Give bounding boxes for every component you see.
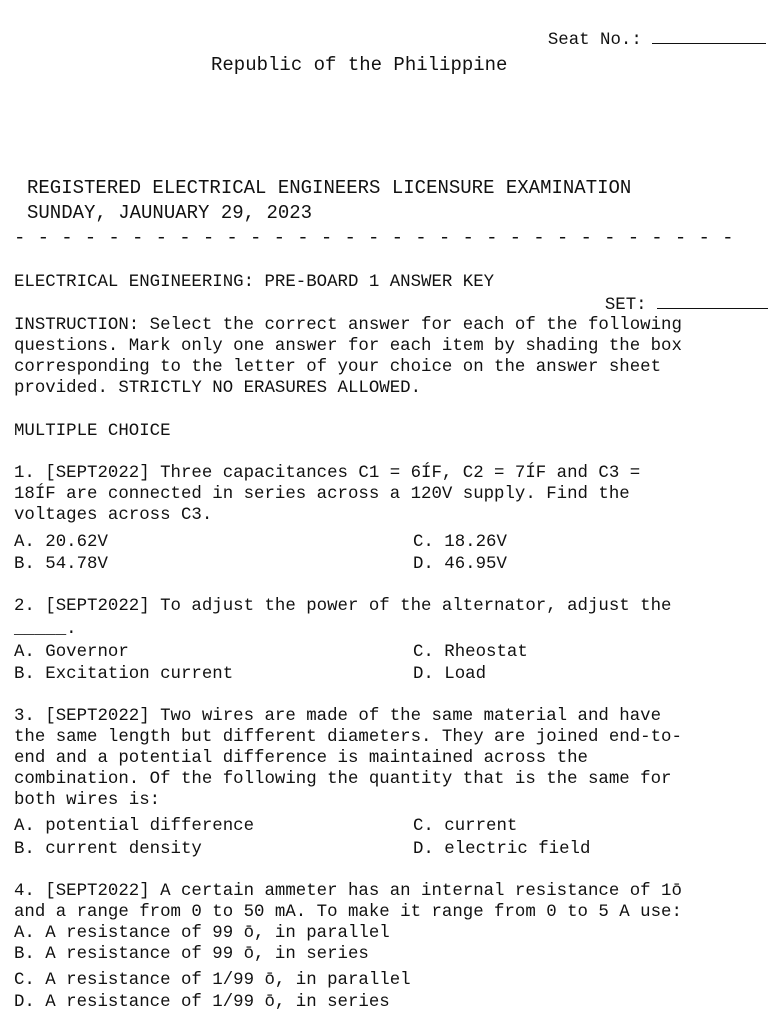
question-text-line: combination. Of the following the quantity that is the same for (14, 770, 672, 789)
choice-a: A. potential difference (14, 817, 255, 836)
instruction-line: provided. STRICTLY NO ERASURES ALLOWED. (14, 379, 422, 398)
question-text-line: 2. [SEPT2022] To adjust the power of the alternator, adjust the (14, 597, 672, 616)
choice-c: C. 18.26V (413, 533, 507, 552)
choice-c: C. A resistance of 1/99 ō, in parallel (14, 971, 411, 990)
question-text-line: the same length but different diameters. They are joined end-to- (14, 728, 682, 747)
seat-number-field (527, 8, 766, 50)
choice-b: B. current density (14, 840, 202, 859)
instruction-line: INSTRUCTION: Select the correct answer for each of the following (14, 316, 682, 335)
republic-heading: Republic of the Philippine (211, 54, 508, 76)
question-text-line: _____. (14, 620, 77, 639)
set-field (584, 273, 768, 315)
divider: - - - - - - - - - - - - - - - - - - - - - - - - - - - - - - - (14, 227, 734, 249)
exam-date: SUNDAY, JAUNUARY 29, 2023 (27, 202, 313, 224)
question-text-line: 3. [SEPT2022] Two wires are made of the same material and have (14, 707, 662, 726)
choice-a: A. Governor (14, 643, 129, 662)
question-text-line: and a range from 0 to 50 mA. To make it range from 0 to 5 A use: (14, 903, 682, 922)
instruction-line: corresponding to the letter of your choice on the answer sheet (14, 358, 662, 377)
subject-title: ELECTRICAL ENGINEERING: PRE-BOARD 1 ANSWER KEY (14, 273, 495, 292)
choice-b: B. Excitation current (14, 665, 234, 684)
question-text-line: both wires is: (14, 791, 161, 810)
question-text-line: 4. [SEPT2022] A certain ammeter has an internal resistance of 1ō (14, 882, 682, 901)
choice-d: D. A resistance of 1/99 ō, in series (14, 993, 390, 1012)
choice-b: B. A resistance of 99 ō, in series (14, 945, 369, 964)
set-blank (657, 292, 768, 309)
question-text-line: voltages across C3. (14, 506, 213, 525)
question-text-line: 18ÍF are connected in series across a 120V supply. Find the (14, 485, 630, 504)
choice-c: C. Rheostat (413, 643, 528, 662)
instruction-line: questions. Mark only one answer for each item by shading the box (14, 337, 682, 356)
seat-label: Seat No.: (547, 31, 642, 50)
section-label: MULTIPLE CHOICE (14, 422, 171, 441)
choice-d: D. electric field (413, 840, 591, 859)
choice-b: B. 54.78V (14, 555, 108, 574)
choice-c: C. current (413, 817, 518, 836)
choice-a: A. 20.62V (14, 533, 108, 552)
question-text-line: 1. [SEPT2022] Three capacitances C1 = 6ÍF, C2 = 7ÍF and C3 = (14, 464, 641, 483)
seat-blank (652, 27, 766, 44)
set-label: SET: (604, 296, 647, 315)
question-text-line: end and a potential difference is maintained across the (14, 749, 588, 768)
choice-d: D. Load (413, 665, 487, 684)
choice-a: A. A resistance of 99 ō, in parallel (14, 924, 390, 943)
exam-title: REGISTERED ELECTRICAL ENGINEERS LICENSURE EXAMINATION (27, 177, 632, 199)
choice-d: D. 46.95V (413, 555, 507, 574)
